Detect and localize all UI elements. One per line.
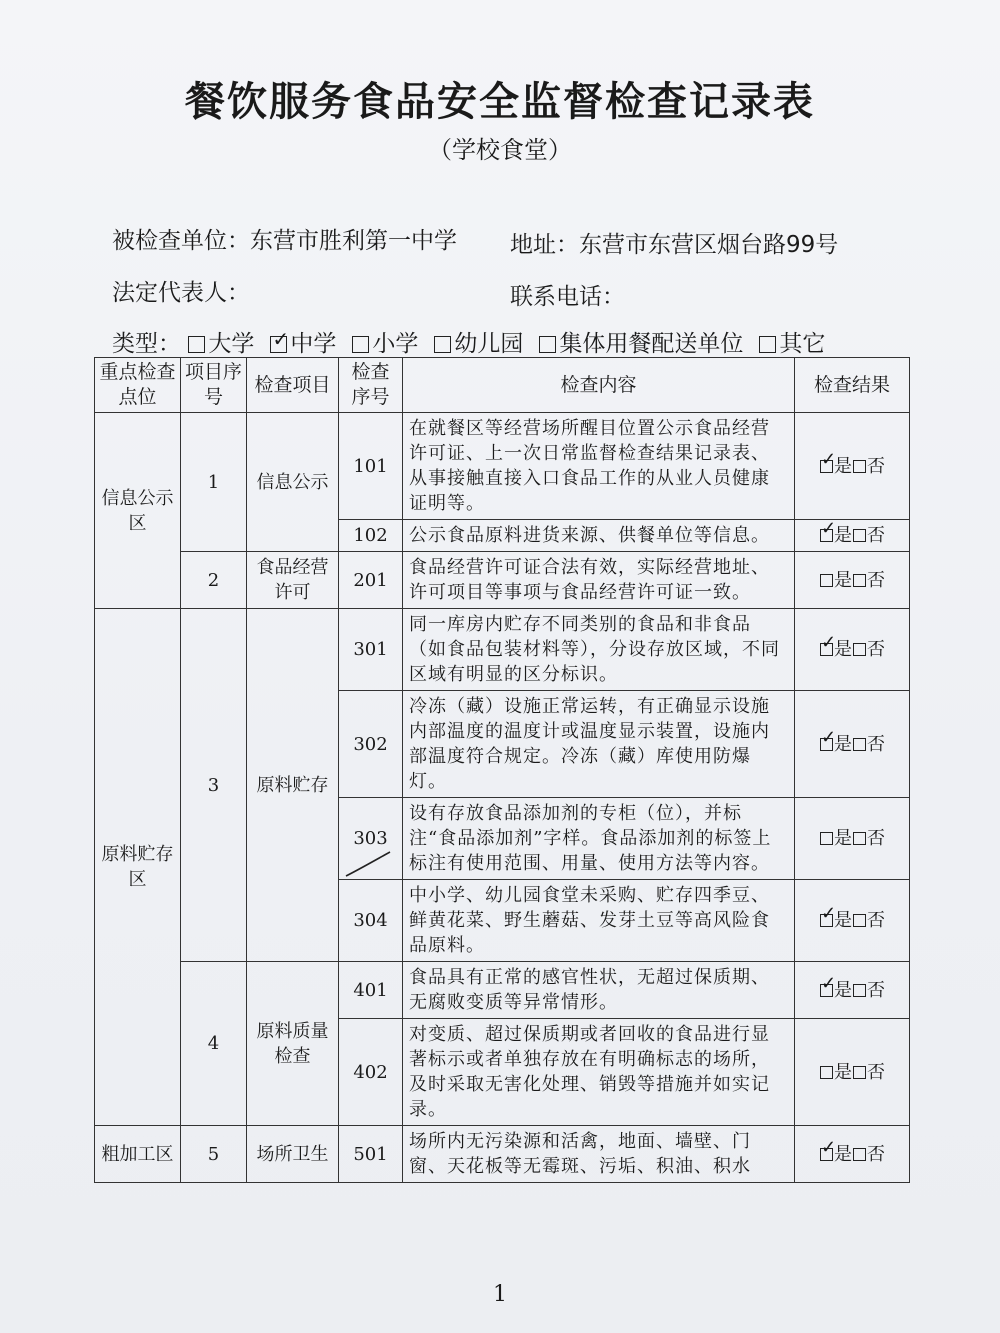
checkbox-icon[interactable] [352, 336, 369, 353]
no-checkbox-icon[interactable] [853, 1148, 866, 1161]
cell-content: 食品具有正常的感官性状，无超过保质期、无腐败变质等异常情形。 [403, 962, 795, 1019]
cell-point: 粗加工区 [95, 1126, 181, 1183]
cell-content: 中小学、幼儿园食堂未采购、贮存四季豆、鲜黄花菜、野生蘑菇、发芽土豆等高风险食品原料。 [403, 880, 795, 962]
yes-checkbox-icon[interactable] [820, 984, 833, 997]
table-row [95, 413, 910, 520]
type-option-label: 幼儿园 [454, 331, 524, 357]
table-row [95, 962, 910, 1019]
type-option-label: 小学 [372, 331, 419, 357]
yes-label: 是 [834, 569, 852, 591]
checkbox-icon[interactable] [188, 336, 205, 353]
no-checkbox-icon[interactable] [853, 914, 866, 927]
phone-label: 联系电话： [510, 284, 625, 310]
cell-check-no: 501 [339, 1126, 403, 1183]
cell-item-name: 原料质量检查 [247, 962, 339, 1126]
cell-item-no: 4 [181, 962, 247, 1126]
yes-label: 是 [834, 1061, 852, 1083]
cell-content: 场所内无污染源和活禽，地面、墙壁、门窗、天花板等无霉斑、污垢、积油、积水 [403, 1126, 795, 1183]
no-label: 否 [867, 828, 885, 849]
cell-item-no: 2 [181, 552, 247, 609]
cell-content: 公示食品原料进货来源、供餐单位等信息。 [403, 520, 795, 552]
no-label: 否 [867, 979, 885, 1001]
cell-check-no: 303 [339, 798, 403, 880]
checkbox-icon[interactable] [759, 336, 776, 353]
table-header-row [95, 358, 910, 413]
cell-content: 冷冻（藏）设施正常运转，有正确显示设施内部温度的温度计或温度显示装置，设施内部温度符合规定。冷冻（藏）库使用防爆灯。 [403, 691, 795, 798]
checkbox-icon[interactable] [270, 336, 287, 353]
cell-result [795, 520, 910, 552]
no-label: 否 [867, 1143, 885, 1165]
yes-label: 是 [834, 733, 852, 755]
cell-check-no: 102 [339, 520, 403, 552]
cell-result [795, 962, 910, 1019]
no-checkbox-icon[interactable] [853, 832, 866, 845]
address-label: 地址： [510, 232, 579, 258]
cell-check-no: 402 [339, 1019, 403, 1126]
yes-checkbox-icon[interactable] [820, 738, 833, 751]
cell-item-name: 场所卫生 [247, 1126, 339, 1183]
cell-check-no: 302 [339, 691, 403, 798]
yes-label: 是 [834, 525, 852, 546]
yes-label: 是 [834, 455, 852, 477]
type-selector [112, 325, 841, 358]
type-option[interactable] [539, 331, 743, 357]
address-line [510, 226, 838, 259]
no-checkbox-icon[interactable] [853, 984, 866, 997]
cell-content: 在就餐区等经营场所醒目位置公示食品经营许可证、上一次日常监督检查结果记录表、从事接触直接入口食品工作的从业人员健康证明等。 [403, 413, 795, 520]
header-check-no: 检查序号 [339, 358, 403, 413]
header-point: 重点检查点位 [95, 358, 181, 413]
unit-value: 东营市胜利第一中学 [250, 228, 457, 254]
cell-item-name: 信息公示 [247, 413, 339, 552]
no-checkbox-icon[interactable] [853, 574, 866, 587]
yes-label: 是 [834, 828, 852, 849]
cell-check-no: 401 [339, 962, 403, 1019]
page-title: 餐饮服务食品安全监督检查记录表 [185, 79, 815, 125]
type-option[interactable] [434, 331, 523, 357]
header-content: 检查内容 [403, 358, 795, 413]
yes-label: 是 [834, 910, 852, 931]
yes-checkbox-icon[interactable] [820, 643, 833, 656]
no-label: 否 [867, 1061, 885, 1083]
checkbox-icon[interactable] [539, 336, 556, 353]
type-option[interactable] [188, 331, 254, 357]
no-checkbox-icon[interactable] [853, 643, 866, 656]
no-label: 否 [867, 639, 885, 660]
cell-result [795, 609, 910, 691]
type-options [188, 331, 841, 357]
table-row [95, 1126, 910, 1183]
cell-check-no: 201 [339, 552, 403, 609]
cell-result [795, 880, 910, 962]
cell-content: 对变质、超过保质期或者回收的食品进行显著标示或者单独存放在有明确标志的场所，及时采取无害化处理、销毁等措施并如实记录。 [403, 1019, 795, 1126]
cell-point: 原料贮存区 [95, 609, 181, 1126]
cell-check-no: 101 [339, 413, 403, 520]
yes-checkbox-icon[interactable] [820, 832, 833, 845]
type-label: 类型： [112, 331, 181, 357]
type-option-label: 大学 [208, 331, 255, 357]
table-row [95, 609, 910, 691]
yes-checkbox-icon[interactable] [820, 460, 833, 473]
no-label: 否 [867, 733, 885, 755]
page-number: 1 [493, 1282, 507, 1307]
yes-checkbox-icon[interactable] [820, 574, 833, 587]
cell-result [795, 1019, 910, 1126]
type-option[interactable] [352, 331, 418, 357]
cell-content: 食品经营许可证合法有效，实际经营地址、许可项目等事项与食品经营许可证一致。 [403, 552, 795, 609]
checkbox-icon[interactable] [434, 336, 451, 353]
type-option-label: 中学 [290, 331, 337, 357]
cell-item-no: 1 [181, 413, 247, 552]
header-item-no: 项目序号 [181, 358, 247, 413]
no-label: 否 [867, 525, 885, 546]
cell-check-no: 304 [339, 880, 403, 962]
yes-checkbox-icon[interactable] [820, 529, 833, 542]
no-label: 否 [867, 455, 885, 477]
cell-content: 设有存放食品添加剂的专柜（位），并标注“食品添加剂”字样。食品添加剂的标签上标注有使用范围、用量、使用方法等内容。 [403, 798, 795, 880]
cell-point: 信息公示区 [95, 413, 181, 609]
handwritten-strike-mark [344, 848, 392, 878]
inspected-unit-line [112, 222, 457, 255]
inspection-table [94, 357, 910, 1183]
cell-result [795, 691, 910, 798]
cell-item-name: 食品经营许可 [247, 552, 339, 609]
address-value: 东营市东营区烟台路99号 [579, 232, 839, 258]
type-option-label: 集体用餐配送单位 [559, 331, 744, 357]
yes-label: 是 [834, 1143, 852, 1165]
no-checkbox-icon[interactable] [853, 460, 866, 473]
no-label: 否 [867, 910, 885, 931]
cell-result [795, 798, 910, 880]
no-label: 否 [867, 569, 885, 591]
cell-result [795, 413, 910, 520]
cell-check-no: 301 [339, 609, 403, 691]
yes-checkbox-icon[interactable] [820, 914, 833, 927]
header-result: 检查结果 [795, 358, 910, 413]
cell-item-name: 原料贮存 [247, 609, 339, 962]
header-item: 检查项目 [247, 358, 339, 413]
no-checkbox-icon[interactable] [853, 529, 866, 542]
type-option[interactable] [759, 331, 825, 357]
legal-rep-label: 法定代表人： [112, 280, 250, 306]
no-checkbox-icon[interactable] [853, 1066, 866, 1079]
cell-result [795, 552, 910, 609]
type-option[interactable] [270, 331, 336, 357]
cell-item-no: 3 [181, 609, 247, 962]
cell-result [795, 1126, 910, 1183]
table-body [95, 413, 910, 1183]
type-option-label: 其它 [779, 331, 826, 357]
table-row [95, 552, 910, 609]
yes-label: 是 [834, 979, 852, 1001]
cell-item-no: 5 [181, 1126, 247, 1183]
yes-checkbox-icon[interactable] [820, 1066, 833, 1079]
yes-label: 是 [834, 639, 852, 660]
yes-checkbox-icon[interactable] [820, 1148, 833, 1161]
page-subtitle: （学校食堂） [428, 136, 572, 164]
no-checkbox-icon[interactable] [853, 738, 866, 751]
cell-content: 同一库房内贮存不同类别的食品和非食品（如食品包装材料等），分设存放区域，不同区域有明显的区分标识。 [403, 609, 795, 691]
unit-label: 被检查单位： [112, 228, 250, 254]
